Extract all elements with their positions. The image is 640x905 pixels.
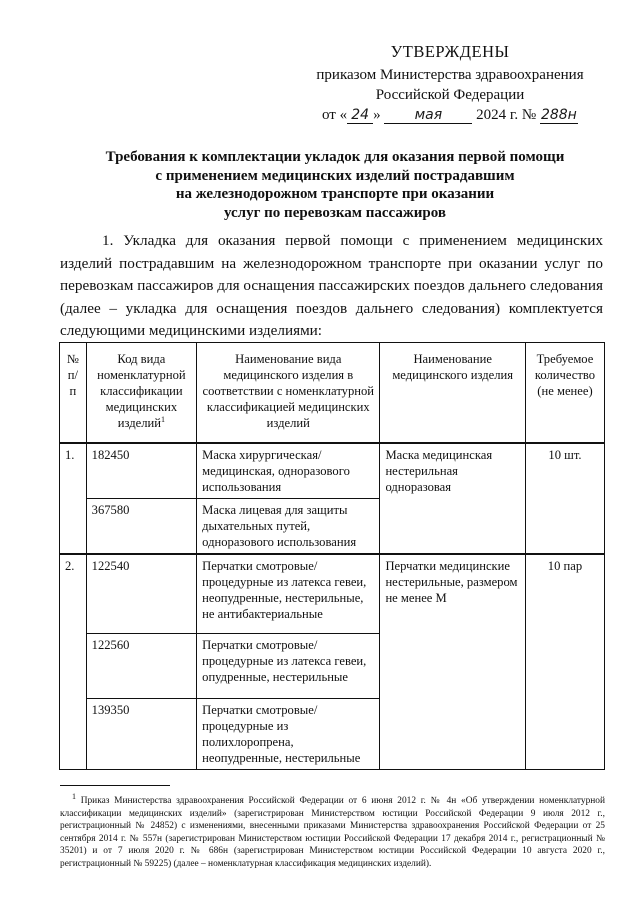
header-num: № п/п [60, 343, 87, 444]
approval-heading: УТВЕРЖДЕНЫ [390, 42, 510, 61]
requirements-table [59, 342, 605, 770]
order-number-handwritten: 288н [540, 107, 577, 123]
row-type: Перчатки смотровые/ процедурные из латекса гевеи, опудренные, нестерильные [197, 634, 380, 699]
body-paragraph: 1. Укладка для оказания первой помощи с применением медицинских изделий пострадавшим на железнодорожном транспорте при оказании услуг по перевозкам пассажиров для оснащения пассажирских поездов дальнего следования (далее – укладка для оснащения поездов дальнего следования) комплектуется следующими медицинскими изделиями: [60, 232, 603, 339]
row-code: 182450 [86, 443, 196, 499]
row-type: Маска хирургическая/ медицинская, одноразового использования [197, 443, 380, 499]
group-num: 1. [60, 443, 87, 554]
row-type: Перчатки смотровые/ процедурные из полихлоропрена, неопудренные, нестерильные [197, 699, 380, 770]
title-line-3: на железнодорожном транспорте при оказании [175, 186, 495, 202]
row-code: 122560 [86, 634, 196, 699]
row-type: Перчатки смотровые/ процедурные из латекса гевеи, неопудренные, нестерильные, не антибактериальные [197, 554, 380, 634]
footnote-text: Приказ Министерства здравоохранения Российской Федерации от 6 июня 2012 г. № 4н «Об утверждении номенклатурной классификации медицинских изделий» (зарегистрирован Министерством юстиции Российской Федерации 9 июля 2012 г., регистрационный № 24852) с изменениями, внесенными приказами Министерства здравоохранения Российской Федерации от 25 сентября 2014 г. № 557н (зарегистрирован Министерством юстиции Российской Федерации 17 декабря 2014 г., регистрационный № 35201) и от 7 июля 2020 г. № 686н (зарегистрирован Министерством юстиции Российской Федерации 10 августа 2020 г., регистрационный № 59225) (далее – номенклатурная классификация медицинских изделий). [60, 796, 606, 869]
document-title [60, 148, 610, 222]
title-line-2: с применением медицинских изделий пострадавшим [155, 167, 515, 184]
approval-line-ministry: приказом Министерства здравоохранения [316, 67, 584, 83]
row-type: Маска лицевая для защиты дыхательных путей, одноразового использования [197, 499, 380, 555]
footnote-ref: 1 [161, 414, 166, 424]
table-header-row [60, 343, 605, 444]
footnote-mark: 1 [72, 791, 76, 801]
row-code: 139350 [86, 699, 196, 770]
order-year-text: 2024 г. № [476, 107, 537, 123]
table-row [60, 554, 605, 634]
group-qty: 10 пар [525, 554, 604, 770]
approval-line-federation: Российской Федерации [375, 87, 525, 103]
group-name: Перчатки медицинские нестерильные, размером не менее M [380, 554, 526, 770]
group-qty: 10 шт. [525, 443, 604, 554]
order-date-prefix: от « [322, 107, 348, 123]
row-code: 122540 [86, 554, 196, 634]
table-row [60, 443, 605, 499]
header-type: Наименование вида медицинского изделия в соответствии с номенклатурной классификацией медицинских изделий [197, 343, 380, 444]
group-num: 2. [60, 554, 87, 770]
approval-block [300, 42, 600, 125]
order-date-middle: » [373, 107, 381, 123]
header-name: Наименование медицинского изделия [380, 343, 526, 444]
title-line-4: услуг по перевозкам пассажиров [223, 204, 446, 221]
title-line-1: Требования к комплектации укладок для оказания первой помощи [105, 149, 565, 165]
group-name: Маска медицинская нестерильная одноразовая [380, 443, 526, 554]
order-month-handwritten: мая [384, 108, 472, 124]
order-date-line [300, 105, 600, 125]
order-day-handwritten: 24 [347, 108, 373, 124]
row-code: 367580 [86, 499, 196, 555]
header-code-text: Код вида номенклатурной классификации медицинских изделий [97, 352, 186, 430]
footnote [60, 791, 606, 871]
header-code [86, 343, 196, 444]
footnote-separator [60, 785, 170, 786]
header-qty: Требуемое количество (не менее) [525, 343, 604, 444]
